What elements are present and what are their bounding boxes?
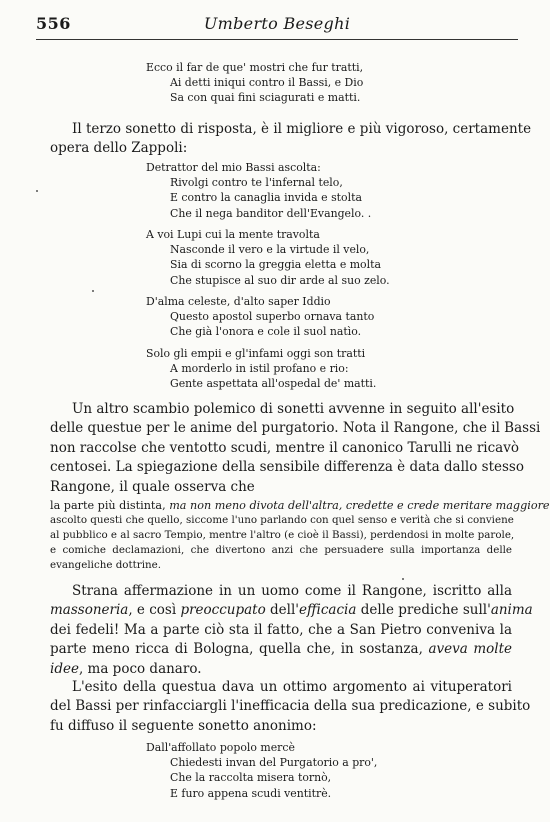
verse-line: Solo gli empii e gl'infami oggi son tratti (146, 347, 366, 360)
text-line (50, 660, 512, 679)
print-speck (402, 578, 404, 580)
italic-word: aveva molte (428, 641, 512, 658)
block-quotation (50, 498, 550, 573)
running-title: Umberto Beseghi (203, 14, 351, 33)
text-line: fu diffuso il seguente sonetto anonimo: (50, 717, 317, 734)
verse-line: Che la raccolta misera tornò, (170, 771, 332, 785)
text-line: dei fedeli! Ma a parte ciò sta il fatto, che a San Pietro conveniva la (50, 621, 512, 638)
verse-line: Questo apostol superbo ornava tanto (170, 310, 375, 324)
italic-word: efficacia (299, 602, 357, 619)
text-line: Il terzo sonetto di risposta, è il migliore e più vigoroso, certamente (72, 121, 532, 137)
text-line: Rangone, il quale osserva che (50, 478, 255, 495)
verse-line: Ai detti iniqui contro il Bassi, e Dio (170, 76, 364, 90)
verse-line: Gente aspettata all'ospedal de' matti. (170, 377, 377, 391)
verse-fragment (146, 60, 363, 106)
text-run: , e così (128, 602, 181, 619)
quote-italic: ma non meno divota dell'altra, credette e crede meritare maggiore (169, 499, 550, 512)
verse-line: Che stupisce al suo dir arde al suo zelo. (170, 273, 390, 287)
text-run: parte meno ricca di Bologna, quella che, in sostanza, (50, 641, 429, 658)
text-line: Un altro scambio polemico di sonetti avvenne in seguito all'esito (72, 401, 515, 417)
quote-plain: la parte più distinta, (50, 499, 170, 512)
page-header (36, 14, 518, 36)
paragraph-questua-outcome (50, 678, 531, 736)
italic-word: anima (490, 602, 533, 619)
print-speck (36, 190, 38, 192)
page-number: 556 (36, 14, 71, 33)
italic-word: idee (50, 660, 79, 677)
sonnet-stanza-3 (146, 294, 374, 340)
sonnet-stanza-2 (146, 227, 390, 288)
paragraph-intro-third-sonnet (50, 120, 532, 159)
quote-line: e comiche declamazioni, che divertono anzi che persuadere sulla importanza delle (50, 544, 512, 556)
verse-line: E furo appena scudi ventitrè. (170, 786, 332, 800)
text-run: , ma poco danaro. (78, 660, 202, 677)
text-line: non raccolse che ventotto scudi, mentre il canonico Tarulli ne ricavò (50, 439, 519, 456)
verse-line: Detrattor del mio Bassi ascolta: (146, 161, 321, 174)
verse-line: A voi Lupi cui la mente travolta (146, 228, 320, 241)
verse-line: Ecco il far de que' mostri che fur tratti, (146, 61, 364, 74)
verse-line: E contro la canaglia invida e stolta (170, 191, 362, 205)
text-line: del Bassi per rinfacciargli l'inefficacia della sua predicazione, e subito (50, 698, 531, 715)
italic-word: preoccupato (180, 602, 266, 619)
text-line: L'esito della questua dava un ottimo argomento ai vituperatori (72, 679, 512, 695)
quote-line: ascolto questi che quello, siccome l'uno parlando con quel senso e verità che si conviene (50, 514, 514, 526)
text-line (50, 601, 533, 620)
sonnet-stanza-4 (146, 346, 376, 392)
verse-line: Rivolgi contro te l'infernal telo, (170, 176, 343, 190)
quote-line: evangeliche dottrine. (50, 559, 161, 571)
italic-word: massoneria (50, 602, 129, 619)
verse-line: Che il nega banditor dell'Evangelo. . (170, 206, 372, 220)
verse-line: Che già l'onora e cole il suol natìo. (170, 325, 362, 339)
quote-line (50, 498, 550, 513)
verse-line: Dall'affollato popolo mercè (146, 741, 295, 754)
text-run: delle prediche sull' (356, 602, 491, 619)
header-rule (36, 39, 518, 40)
verse-line: Sia di scorno la greggia eletta e molta (170, 258, 381, 272)
verse-line: A morderlo in istil profano e rio: (170, 362, 349, 376)
text-line: opera dello Zappoli: (50, 140, 188, 157)
print-speck (92, 290, 94, 292)
text-line: centosei. La spiegazione della sensibile differenza è data dallo stesso (50, 459, 524, 476)
quote-line: al pubblico e al sacro Tempio, mentre l'altro (e cioè il Bassi), perdendosi in molte parole, (50, 529, 515, 541)
paragraph-strange-claim (50, 582, 533, 679)
text-line (50, 640, 512, 659)
sonnet-stanza-1 (146, 160, 371, 221)
verse-line: D'alma celeste, d'alto saper Iddio (146, 295, 331, 308)
verse-line: Chiedesti invan del Purgatorio a pro', (170, 756, 378, 770)
text-line: delle questue per le anime del purgatorio. Nota il Rangone, che il Bassi (50, 420, 541, 437)
text-line: Strana affermazione in un uomo come il Rangone, iscritto alla (72, 583, 512, 599)
paragraph-polemic-exchange (50, 400, 541, 497)
verse-line: Nasconde il vero e la virtude il velo, (170, 243, 370, 257)
text-run: dell' (265, 602, 299, 619)
verse-line: Sa con quai fini sciagurati e matti. (170, 91, 361, 105)
anonymous-sonnet (146, 740, 377, 801)
